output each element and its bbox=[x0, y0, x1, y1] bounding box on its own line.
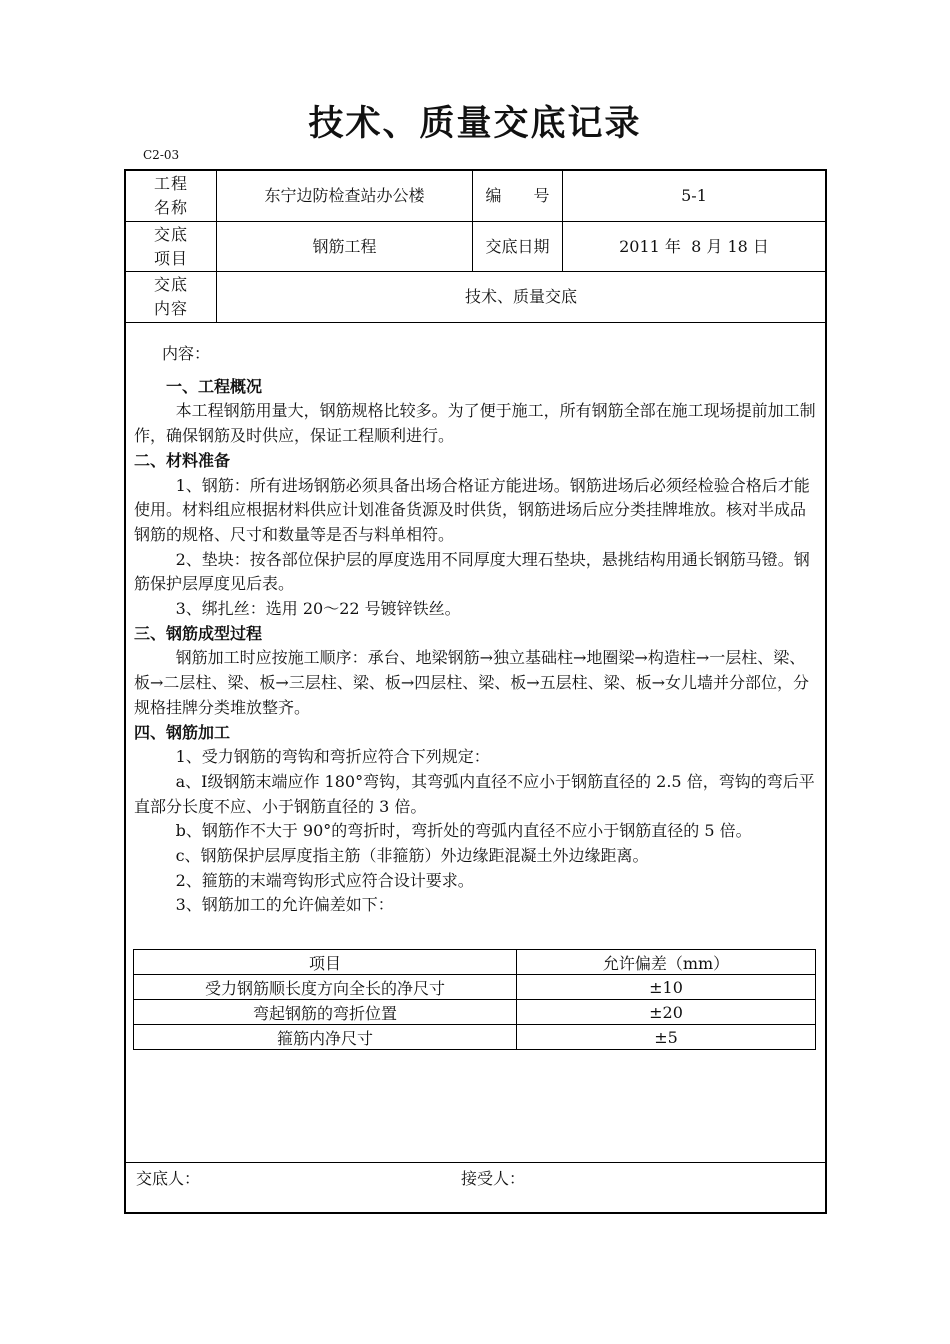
table-header-tolerance: 允许偏差（mm） bbox=[517, 950, 816, 975]
table-cell-item: 受力钢筋顺长度方向全长的净尺寸 bbox=[134, 975, 517, 1000]
project-name-value: 东宁边防检查站办公楼 bbox=[264, 186, 425, 205]
section-heading: 四、钢筋加工 bbox=[134, 722, 231, 742]
table-cell-tolerance: ±5 bbox=[517, 1025, 816, 1050]
document-title: 技术、质量交底记录 bbox=[308, 104, 642, 144]
date-value: 2011 年 8 月 18 日 bbox=[619, 236, 769, 256]
date-label: 交底日期 bbox=[485, 236, 550, 256]
paragraph: 本工程钢筋用量大，钢筋规格比较多。为了便于施工，所有钢筋全部在施工现场提前加工制作，确保钢筋及时供应，保证工程顺利进行。 bbox=[134, 401, 816, 446]
section-heading: 三、钢筋成型过程 bbox=[134, 623, 263, 643]
receiver-label: 接受人： bbox=[461, 1169, 526, 1188]
content-body bbox=[134, 342, 818, 918]
paragraph: a、Ⅰ级钢筋末端应作 180°弯钩，其弯弧内直径不应小于钢筋直径的 2.5 倍，弯钩的弯后平直部分长度不应、小于钢筋直径的 3 倍。 bbox=[134, 771, 815, 816]
giver-label: 交底人： bbox=[136, 1169, 201, 1188]
table-cell-item: 箍筋内净尺寸 bbox=[134, 1025, 517, 1050]
table-cell-item: 弯起钢筋的弯折位置 bbox=[134, 1000, 517, 1025]
paragraph: 1、钢筋：所有进场钢筋必须具备出场合格证方能进场。钢筋进场后必须经检验合格后才能使用。材料组应根据材料供应计划准备货源及时供货，钢筋进场后应分类挂牌堆放。核对半成品钢筋的规格、尺寸和数量等是否与料单相符。 bbox=[134, 475, 810, 544]
tolerance-table bbox=[133, 949, 816, 1050]
paragraph: 2、垫块：按各部位保护层的厚度选用不同厚度大理石垫块，悬挑结构用通长钢筋马镫。钢筋保护层厚度见后表。 bbox=[134, 549, 810, 594]
row-divider bbox=[126, 1162, 825, 1163]
content-intro: 内容： bbox=[162, 344, 211, 363]
item-value: 钢筋工程 bbox=[312, 236, 377, 256]
number-label: 编 号 bbox=[485, 186, 550, 205]
paragraph: 3、绑扎丝：选用 20～22 号镀锌铁丝。 bbox=[175, 599, 461, 619]
table-row bbox=[134, 975, 816, 1000]
table-header-row bbox=[134, 950, 816, 975]
table-cell-tolerance: ±10 bbox=[517, 975, 816, 1000]
section-heading: 二、材料准备 bbox=[134, 450, 231, 470]
row-divider bbox=[126, 322, 825, 323]
paragraph: b、钢筋作不大于 90°的弯折时，弯折处的弯弧内直径不应小于钢筋直径的 5 倍。 bbox=[175, 821, 752, 841]
table-row bbox=[134, 1000, 816, 1025]
content-value: 技术、质量交底 bbox=[464, 287, 577, 306]
table-cell-tolerance: ±20 bbox=[517, 1000, 816, 1025]
section-heading: 一、工程概况 bbox=[166, 376, 263, 396]
paragraph: 3、钢筋加工的允许偏差如下： bbox=[175, 895, 394, 915]
content-label: 交底 内容 bbox=[153, 275, 188, 318]
project-name-label: 工程 名称 bbox=[153, 174, 188, 217]
paragraph: 2、箍筋的末端弯钩形式应符合设计要求。 bbox=[175, 870, 474, 890]
paragraph: 钢筋加工时应按施工顺序：承台、地梁钢筋→独立基础柱→地圈梁→构造柱→一层柱、梁、板→二层柱、梁、板→三层柱、梁、板→四层柱、梁、板→五层柱、梁、板→女儿墙并分部位，分规格挂牌分类堆放整齐。 bbox=[134, 648, 810, 717]
form-code: C2-03 bbox=[143, 148, 180, 162]
item-label: 交底 项目 bbox=[153, 224, 188, 268]
table-row bbox=[134, 1025, 816, 1050]
table-header-item: 项目 bbox=[134, 950, 517, 975]
paragraph: c、钢筋保护层厚度指主筋（非箍筋）外边缘距混凝土外边缘距离。 bbox=[175, 846, 649, 866]
number-value: 5-1 bbox=[681, 186, 707, 205]
paragraph: 1、受力钢筋的弯钩和弯折应符合下列规定： bbox=[175, 747, 490, 767]
